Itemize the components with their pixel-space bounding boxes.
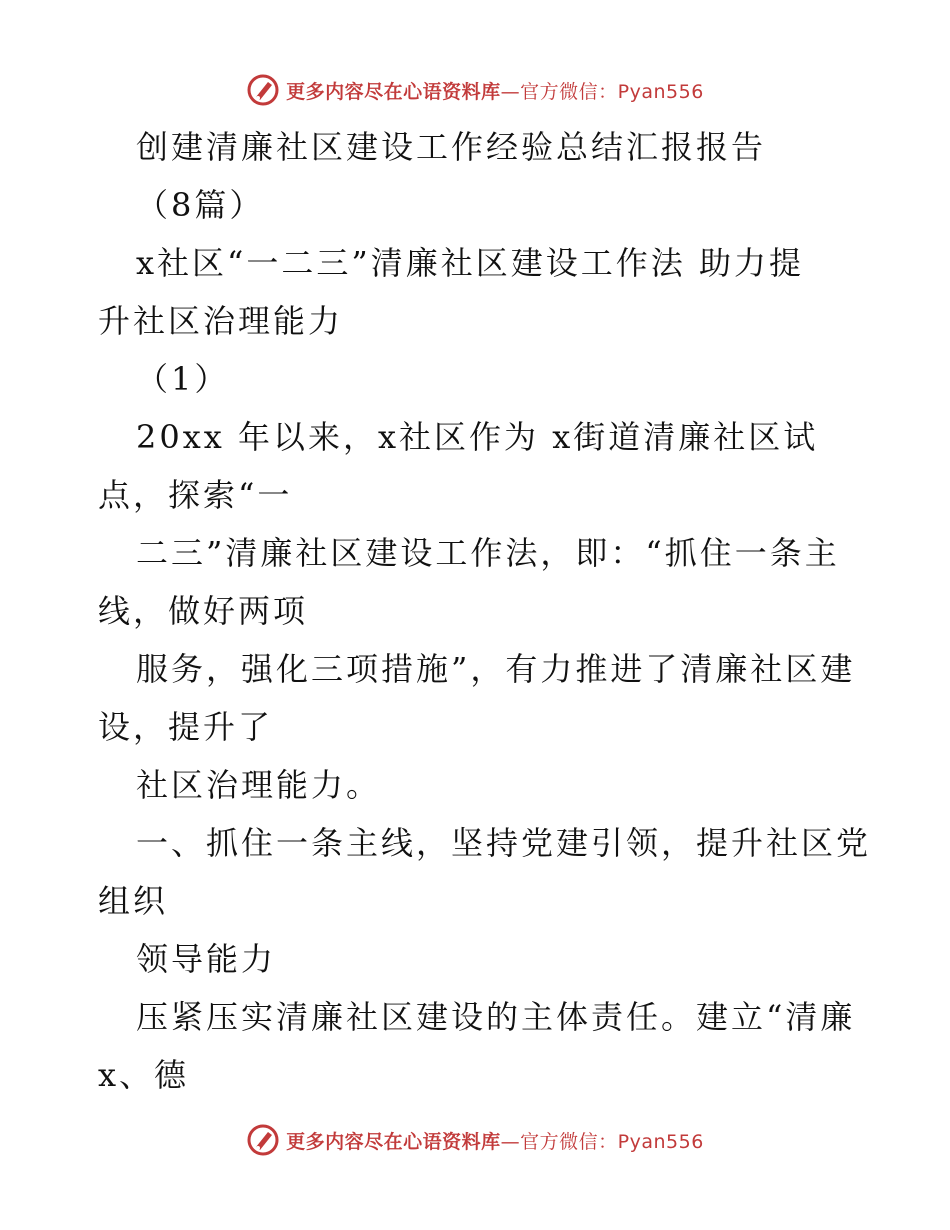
- watermark-main-text: 更多内容尽在心语资料库: [286, 80, 501, 103]
- section-heading-continued: 升社区治理能力: [98, 302, 344, 340]
- document-subtitle: （8篇）: [136, 186, 265, 224]
- watermark-main-text: 更多内容尽在心语资料库: [286, 1130, 501, 1153]
- paragraph-line: 20xx 年以来，x社区作为 x街道清廉社区试: [136, 418, 819, 456]
- paragraph-line: 二三”清廉社区建设工作法，即：“抓住一条主: [136, 534, 840, 572]
- paragraph-line: x、德: [98, 1056, 190, 1094]
- paragraph-line: 线，做好两项: [98, 592, 309, 630]
- section-number: （1）: [136, 360, 230, 398]
- section-heading: x社区“一二三”清廉社区建设工作法 助力提: [136, 244, 804, 282]
- subsection-heading-continued: 领导能力: [136, 940, 277, 978]
- paragraph-line: 服务，强化三项措施”，有力推进了清廉社区建: [136, 650, 856, 688]
- pen-logo-icon: [246, 73, 280, 107]
- document-title: 创建清廉社区建设工作经验总结汇报报告: [136, 128, 767, 166]
- header-watermark: [0, 70, 950, 110]
- watermark-sub-text: —官方微信：Pyan556: [500, 80, 704, 103]
- watermark-sub-text: —官方微信：Pyan556: [500, 1130, 704, 1153]
- paragraph-line: 社区治理能力。: [136, 766, 382, 804]
- paragraph-line: 压紧压实清廉社区建设的主体责任。建立“清廉: [136, 998, 856, 1036]
- document-body: [98, 118, 872, 1104]
- subsection-heading-continued: 组织: [98, 882, 169, 920]
- footer-watermark: [0, 1120, 950, 1160]
- paragraph-line: 点，探索“一: [98, 476, 293, 514]
- paragraph-line: 设，提升了: [98, 708, 274, 746]
- subsection-heading: 一、抓住一条主线，坚持党建引领，提升社区党: [136, 824, 872, 862]
- pen-logo-icon: [246, 1123, 280, 1157]
